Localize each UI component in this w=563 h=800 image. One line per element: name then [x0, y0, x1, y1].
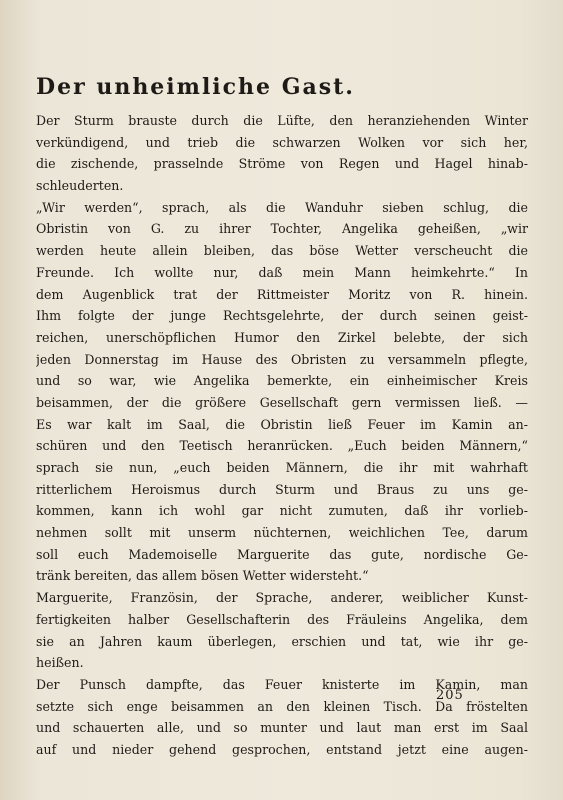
text-line: Freunde. Ich wollte nur, daß mein Mann heimkehrte.“ In [36, 264, 528, 280]
text-line: fertigkeiten halber Gesellschafterin des Fräuleins Angelika, dem [36, 611, 528, 627]
text-line: und so war, wie Angelika bemerkte, ein einheimischer Kreis [36, 373, 528, 389]
text-line: Der Sturm brauste durch die Lüfte, den heranziehenden Winter [36, 113, 528, 128]
text-line: kommen, kann ich wohl gar nicht zumuten, daß ihr vorlieb- [36, 503, 528, 519]
text-line: und schauerten alle, und so munter und laut man erst im Saal [36, 720, 528, 736]
text-line: Es war kalt im Saal, die Obristin ließ Feuer im Kamin an- [36, 416, 528, 432]
text-line: werden heute allein bleiben, das böse Wetter verscheucht die [36, 243, 528, 259]
text-line: Marguerite, Französin, der Sprache, anderer, weiblicher Kunst- [36, 590, 528, 606]
text-line: ritterlichem Heroismus durch Sturm und Braus zu uns ge- [36, 481, 528, 497]
text-line: Der Punsch dampfte, das Feuer knisterte im Kamin, man [36, 676, 528, 692]
text-line: soll euch Mademoiselle Marguerite das gute, nordische Ge- [36, 546, 528, 562]
text-line: schüren und den Teetisch heranrücken. „Euch beiden Männern,“ [36, 438, 528, 454]
text-line: schleuderten. [36, 178, 124, 194]
text-line: „Wir werden“, sprach, als die Wanduhr sieben schlug, die [36, 199, 528, 215]
text-line: Obristin von G. zu ihrer Tochter, Angelika geheißen, „wir [36, 221, 528, 237]
text-line: Ihm folgte der junge Rechtsgelehrte, der durch seinen geist- [36, 308, 528, 324]
text-line: nehmen sollt mit unserm nüchternen, weichlichen Tee, darum [36, 525, 528, 541]
text-line: heißen. [36, 655, 84, 671]
text-line: tränk bereiten, das allem bösen Wetter widersteht.“ [36, 568, 369, 584]
text-line: sie an Jahren kaum überlegen, erschien und tat, wie ihr ge- [36, 633, 528, 649]
text-line: dem Augenblick trat der Rittmeister Moritz von R. hinein. [36, 286, 528, 302]
text-line: beisammen, der die größere Gesellschaft gern vermissen ließ. — [36, 394, 528, 410]
text-line: reichen, unerschöpflichen Humor den Zirkel belebte, der sich [36, 329, 528, 345]
text-line: setzte sich enge beisammen an den kleinen Tisch. Da fröstelten [36, 698, 528, 714]
body-text [36, 110, 528, 761]
text-line: verkündigend, und trieb die schwarzen Wolken vor sich her, [36, 134, 528, 150]
text-line: auf und nieder gehend gesprochen, entstand jetzt eine augen- [36, 741, 528, 757]
chapter-title: Der unheimliche Gast. [36, 74, 355, 100]
text-block [36, 72, 528, 761]
text-line: sprach sie nun, „euch beiden Männern, die ihr mit wahrhaft [36, 460, 528, 475]
page-number: 205 [436, 688, 464, 703]
text-line: jeden Donnerstag im Hause des Obristen zu versammeln pflegte, [36, 351, 528, 367]
text-line: die zischende, prasselnde Ströme von Regen und Hagel hinab- [36, 156, 528, 172]
